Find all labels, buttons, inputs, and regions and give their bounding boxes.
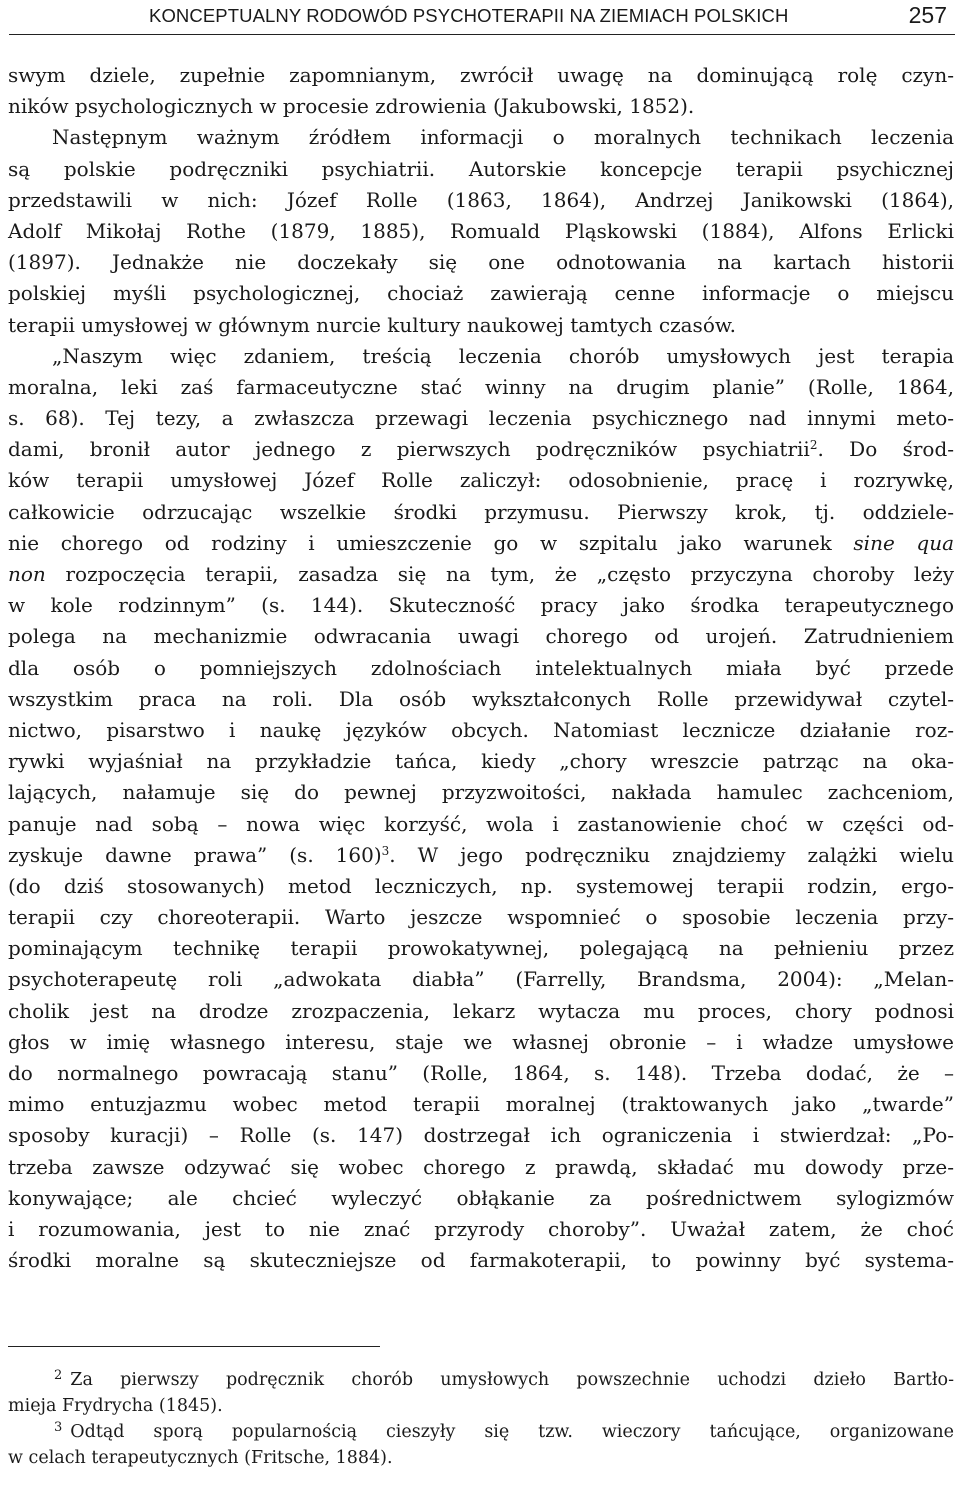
text-line: moralna, leki zaś farmaceutyczne stać winny na drugim planie” (Rolle, 1864, [8, 374, 954, 399]
text-line: do normalnego powracają stanu” (Rolle, 1864, s. 148). Trzeba dodać, że – [8, 1061, 954, 1085]
text-line: swym dziele, zupełnie zapomnianym, zwrócił uwagę na dominującą rolę czyn- [8, 63, 954, 87]
page-number: 257 [908, 2, 947, 28]
text-line: wszystkim praca na roli. Dla osób wykształconych Rolle przewidywał czytel- [8, 686, 954, 711]
text-line: lających, nałamuje się do pewnej przyzwoitości, nakłada hamulec zachceniom, [8, 780, 954, 805]
text-line: środki moralne są skuteczniejsze od farmakoterapii, to powinny być systema- [8, 1248, 954, 1273]
text-line [8, 559, 954, 590]
text-line: całkowicie odrzucając wszelkie środki przymusu. Pierwszy krok, tj. oddziele- [8, 499, 954, 524]
running-head-title: KONCEPTUALNY RODOWÓD PSYCHOTERAPII NA ZIEMIACH POLSKICH [149, 5, 789, 26]
footnote-separator [8, 1346, 380, 1347]
text-segment: dami, bronił autor jednego z pierwszych podręczników psychiatrii [8, 437, 810, 462]
text-line: głos w imię własnego interesu, staje we własnej obronie – i władze umysłowe [8, 1029, 954, 1054]
footnote-number: 3 [54, 1420, 63, 1435]
text-line [8, 434, 954, 465]
text-line [8, 528, 954, 559]
text-line: przedstawili w nich: Józef Rolle (1863, 1864), Andrzej Janikowski (1864), [8, 187, 954, 212]
text-line: nictwo, pisarstwo i naukę języków obcych. Natomiast lecznicze działanie roz- [8, 717, 954, 742]
text-segment: rozpoczęcia terapii, zasadza się na tym, że „często przyczyna choroby leży [45, 562, 954, 586]
footnote-line: mieja Frydrycha (1845). [8, 1396, 223, 1416]
footnote-line [8, 1367, 954, 1393]
text-line: rywki wyjaśniał na przykładzie tańca, kiedy „chory wreszcie patrząc na oka- [8, 749, 954, 774]
text-line: sposoby kuracji) – Rolle (s. 147) dostrzegał ich ograniczenia i stwierdzał: „Po- [8, 1123, 954, 1148]
text-line: ków terapii umysłowej Józef Rolle zaliczył: odosobnienie, pracę i rozrywkę, [8, 468, 954, 493]
text-line: terapii umysłowej w głównym nurcie kultury naukowej tamtych czasów. [8, 312, 736, 337]
text-line: (do dziś stosowanych) metod leczniczych, np. systemowej terapii rodzin, ergo- [8, 873, 954, 898]
text-line: konywające; ale chcieć wyleczyć obłąkanie za pośrednictwem sylogizmów [8, 1185, 954, 1210]
footnote-reference: 2 [809, 438, 818, 453]
text-line: terapii czy choreoterapii. Warto jeszcze wspomnieć o sposobie leczenia przy- [8, 905, 954, 930]
footnote-line: w celach terapeutycznych (Fritsche, 1884). [8, 1448, 393, 1468]
text-line: dla osób o pomniejszych zdolnościach intelektualnych miała być przede [8, 655, 954, 680]
text-line: trzeba zawsze odzywać się wobec chorego z prawdą, składać mu dowody prze- [8, 1154, 954, 1179]
text-line: panuje nad sobą – nowa więc korzyść, wola i zastanowienie choć w części od- [8, 811, 954, 836]
text-line: i rozumowania, jest to nie znać przyrody choroby”. Uważał zatem, że choć [8, 1216, 954, 1241]
text-line: s. 68). Tej tezy, a zwłaszcza przewagi leczenia psychicznego nad innymi meto- [8, 406, 954, 431]
text-line: polskiej myśli psychologicznej, chociaż zawierają cenne informacje o miejscu [8, 281, 954, 306]
text-line: Adolf Mikołaj Rothe (1879, 1885), Romuald Pląskowski (1884), Alfons Erlicki [8, 218, 954, 243]
text-segment: nie chorego od rodziny i umieszczenie go w szpitalu jako warunek [8, 530, 832, 555]
text-line: Następnym ważnym źródłem informacji o moralnych technikach leczenia [52, 125, 954, 150]
footnote-text: Za pierwszy podręcznik chorób umysłowych powszechnie uchodzi dzieło Bartło- [70, 1370, 954, 1390]
latin-phrase: sine qua [853, 530, 955, 555]
text-segment: . W jego podręczniku znajdziemy zalążki wielu [389, 842, 954, 867]
text-line: ników psychologicznych w procesie zdrowienia (Jakubowski, 1852). [8, 94, 695, 119]
text-line [8, 840, 954, 871]
text-line: psychoterapeutę roli „adwokata diabła” (Farrelly, Brandsma, 2004): „Melan- [8, 967, 954, 992]
text-line: są polskie podręczniki psychiatrii. Autorskie koncepcje terapii psychicznej [8, 156, 954, 181]
text-line: w kole rodzinnym” (s. 144). Skuteczność pracy jako środka terapeutycznego [8, 593, 954, 618]
footnote-number: 2 [54, 1368, 63, 1383]
text-line: mimo entuzjazmu wobec metod terapii moralnej (traktowanych jako „twarde” [8, 1092, 954, 1117]
text-segment: zyskuje dawne prawa” (s. 160) [8, 842, 382, 867]
running-header [9, 0, 955, 35]
footnote-text: Odtąd sporą popularnością cieszyły się tzw. wieczory tańcujące, organizowane [70, 1422, 954, 1442]
latin-phrase: non [8, 562, 46, 586]
footnotes [8, 1367, 954, 1471]
text-line: (1897). Jednakże nie doczekały się one odnotowania na kartach historii [8, 250, 954, 275]
body-text [8, 60, 954, 1276]
text-line: cholik jest na drodze zrozpaczenia, lekarz wytacza mu proces, chory podnosi [8, 998, 954, 1023]
footnote-reference: 3 [381, 843, 390, 858]
text-line: pominającym technikę terapii prowokatywnej, polegającą na pełnieniu przez [8, 936, 954, 961]
text-line: polega na mechanizmie odwracania uwagi chorego od urojeń. Zatrudnieniem [8, 624, 954, 649]
text-segment: . Do środ- [817, 437, 955, 462]
footnote-line [8, 1419, 954, 1445]
text-line: „Naszym więc zdaniem, treścią leczenia chorób umysłowych jest terapia [52, 343, 954, 368]
